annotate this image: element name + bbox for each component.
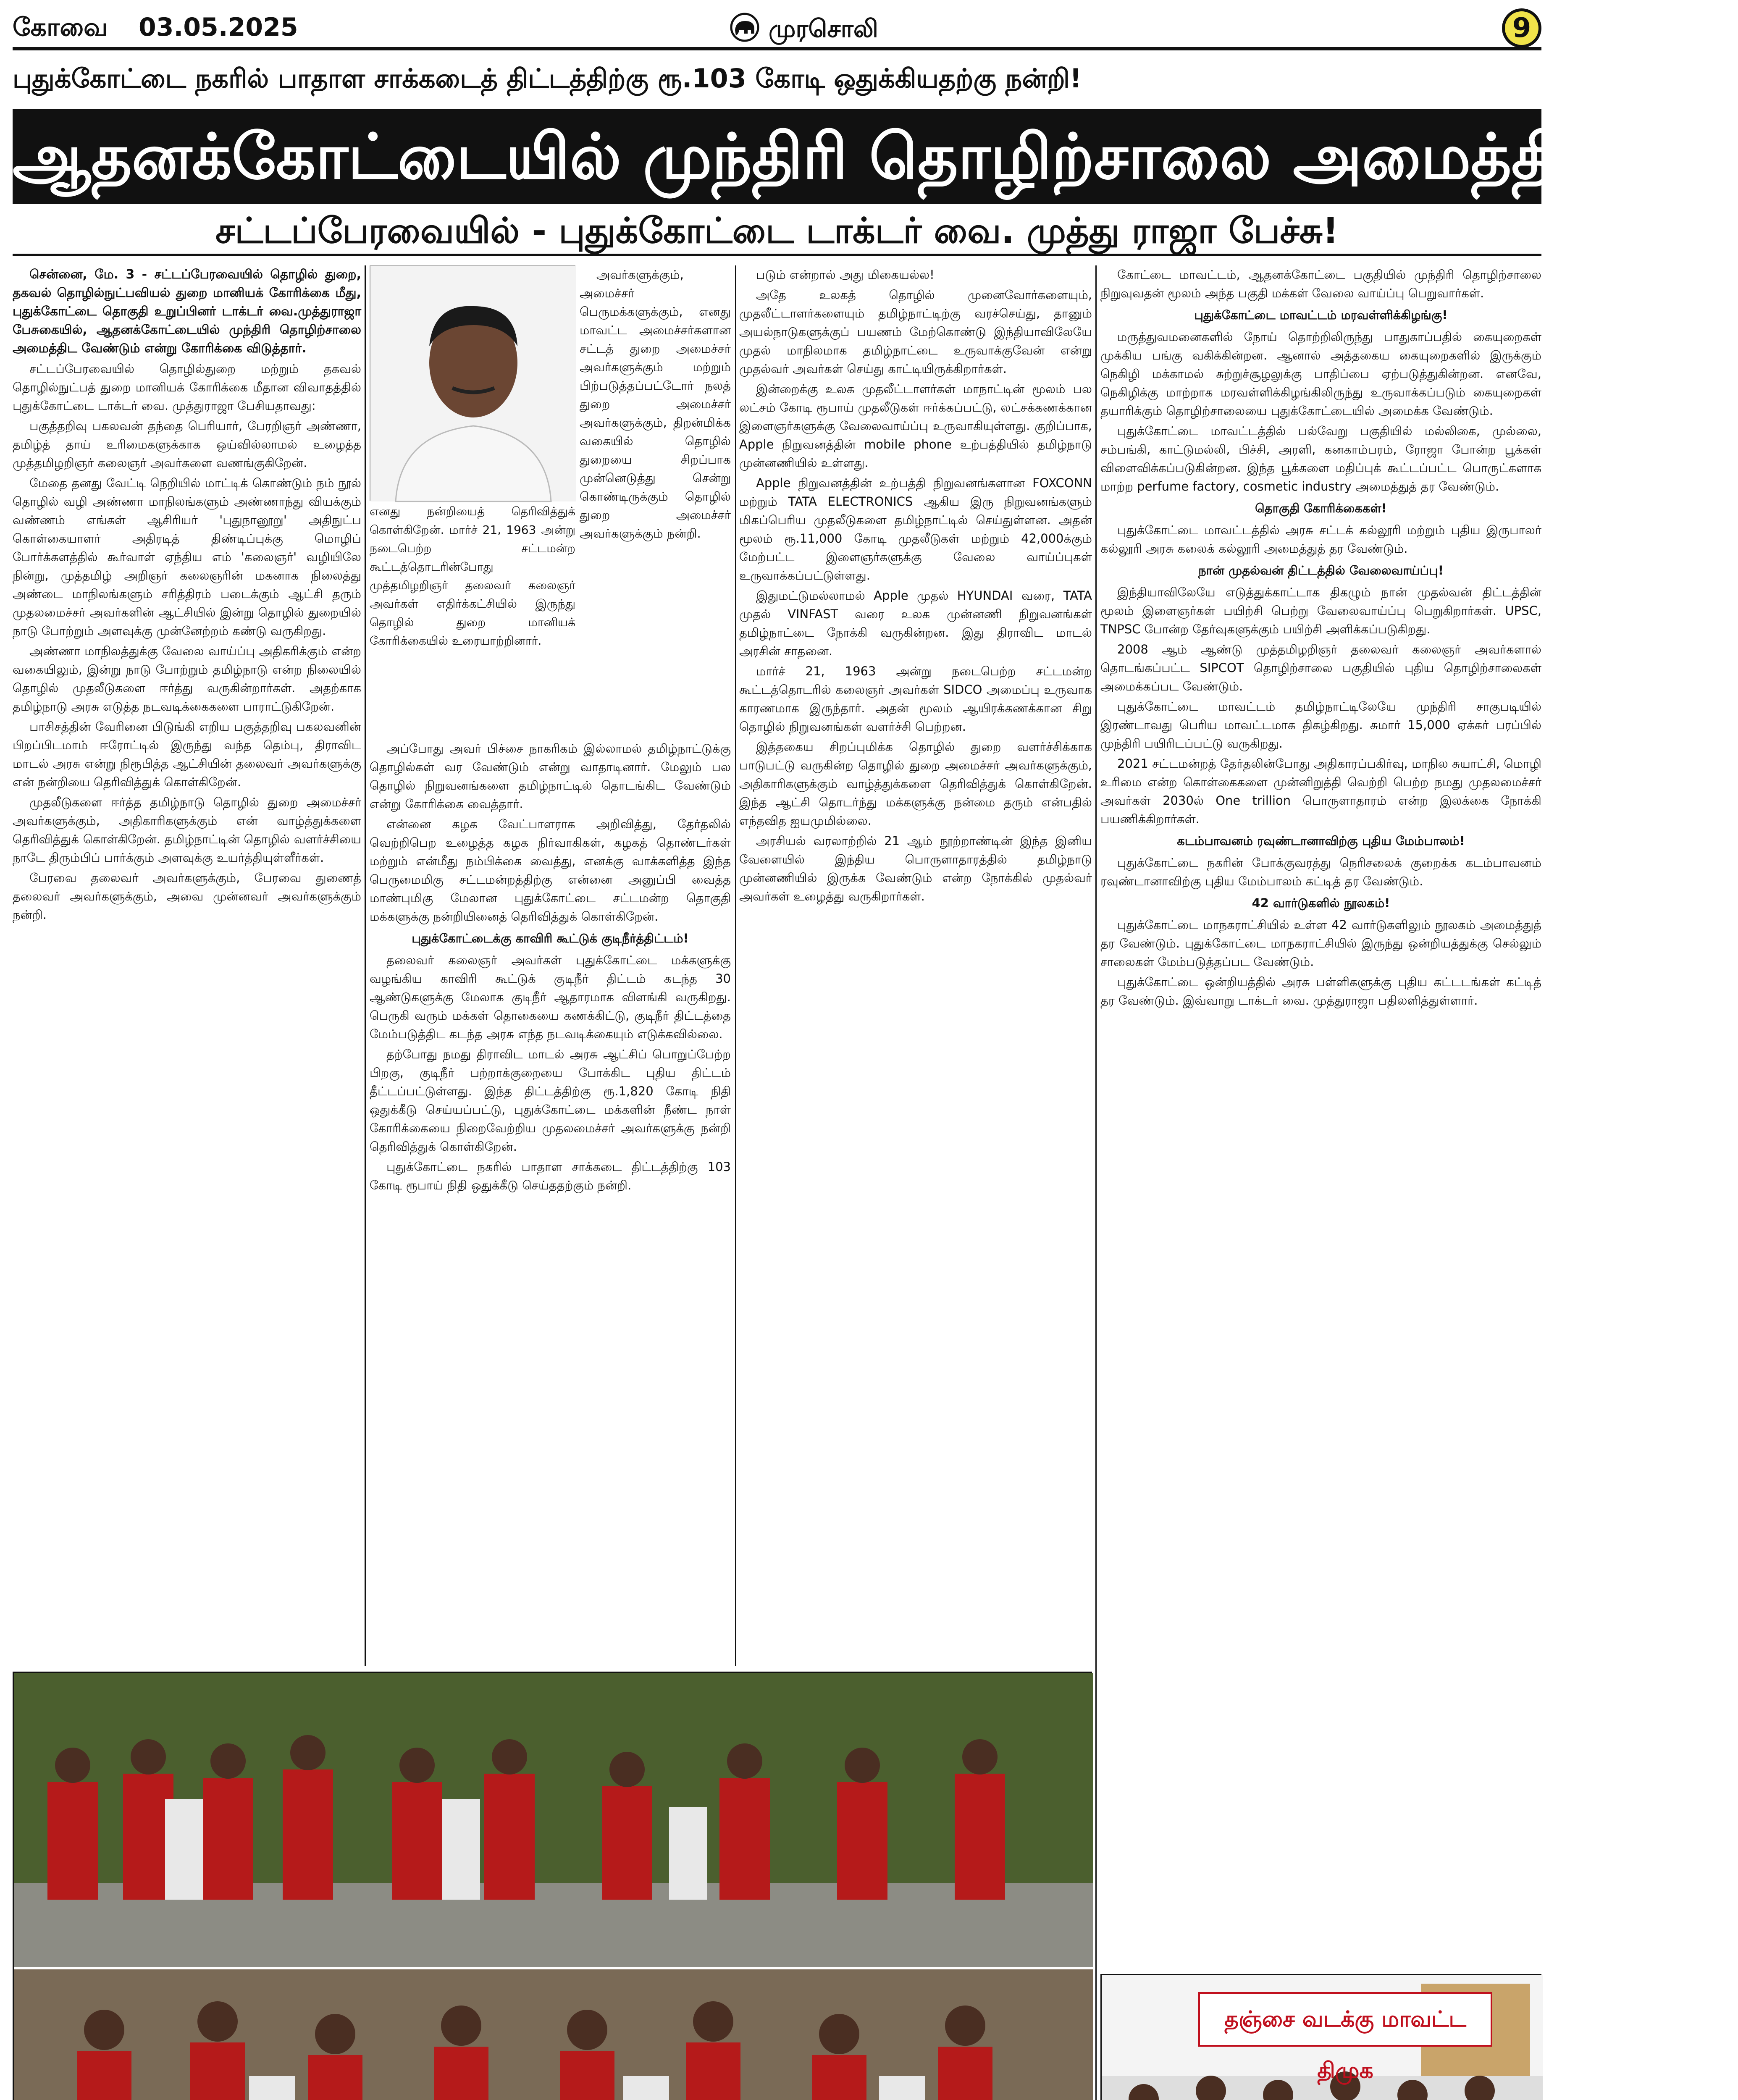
- speaker-portrait: [370, 265, 575, 501]
- article-intro: சென்னை, மே. 3 - சட்டப்பேரவையில் தொழில் துறை, தகவல் தொழில்நுட்பவியல் துறை மானியக் கோரிக்கை மீது, புதுக்கோட்டை தொகுதி உறுப்பினர் டாக்டர் வை.முத்துராஜா பேசுகையில், ஆதனக்கோட்டையில் முந்திரி தொழிற்சாலை அமைத்திட வேண்டும் என்று கோரிக்கை விடுத்தார்.: [13, 267, 361, 356]
- page-number: 9: [1502, 8, 1541, 48]
- article-column-2-top: [580, 265, 731, 736]
- article-column-1: [13, 265, 361, 1666]
- article-paragraph: புதுக்கோட்டை மாநகராட்சியில் உள்ள 42 வார்டுகளிலும் நூலகம் அமைத்துத் தர வேண்டும். புதுக்கோட்டை மாநகராட்சியில் இருந்து ஒன்றியத்துக்கு செல்லும் சாலைகள் மேம்படுத்தப்பட வேண்டும்.: [1100, 918, 1541, 969]
- article-paragraph: மார்ச் 21, 1963 அன்று நடைபெற்ற சட்டமன்ற கூட்டத்தொடரில் கலைஞர் அவர்கள் SIDCO அமைப்பு உருவாக காரணமாக இருந்தார். அதன் மூலம் ஆயிரக்கணக்கான சிறு தொழில் நிறுவனங்கள் வளர்ச்சி பெற்றன.: [739, 664, 1092, 734]
- section-subheading: நான் முதல்வன் திட்டத்தில் வேலைவாய்ப்பு!: [1198, 563, 1444, 578]
- kicker: புதுக்கோட்டை நகரில் பாதாள சாக்கடைத் திட்டத்திற்கு ரூ.103 கோடி ஒதுக்கியதற்கு நன்றி!: [13, 63, 1082, 94]
- article-paragraph: 2008 ஆம் ஆண்டு முத்தமிழறிஞர் தலைவர் கலைஞர் அவர்களால் தொடங்கப்பட்ட SIPCOT தொழிற்சாலை பகுதியில் புதிய தொழிற்சாலைகள் அமைக்கப்பட வேண்டும்.: [1100, 642, 1541, 693]
- section-subheading: புதுக்கோட்டை மாவட்டம் மரவள்ளிக்கிழங்கு!: [1194, 308, 1448, 322]
- page-header: [13, 8, 1541, 50]
- edition-date: 03.05.2025: [139, 13, 298, 42]
- article-column-4: [1100, 265, 1541, 1969]
- article-paragraph: புதுக்கோட்டை நகரில் பாதாள சாக்கடை திட்டத்திற்கு 103 கோடி ரூபாய் நிதி ஒதுக்கீடு செய்ததற்கும் நன்றி.: [370, 1160, 731, 1192]
- article-paragraph: அண்ணா மாநிலத்துக்கு வேலை வாய்ப்பு அதிகரிக்கும் என்ற வகையிலும், இன்று நாடு போற்றும் தமிழ்நாடு என்ற நிலையில் தொழில் முதலீடுகளை ஈர்த்து வருகின்றார்கள். அதற்காக தமிழ்நாடு அரசு எடுத்த நடவடிக்கைகளை பாராட்டுகிறேன்.: [13, 644, 361, 714]
- party-banner: தஞ்சை வடக்கு மாவட்ட திமுக: [1198, 1992, 1492, 2047]
- column-divider: [735, 265, 736, 1666]
- section-subheading: புதுக்கோட்டைக்கு காவிரி கூட்டுக் குடிநீர்த்திட்டம்!: [412, 931, 689, 945]
- rally-photo: [13, 1672, 1092, 2100]
- portrait-adjacent-text: எனது நன்றியைத் தெரிவித்துக் கொள்கிறேன். மார்ச் 21, 1963 அன்று நடைபெற்ற சட்டமன்ற கூட்டத்தொடரின்போது முத்தமிழறிஞர் தலைவர் கலைஞர் அவர்கள் எதிர்க்கட்சியில் இருந்து தொழில் துறை மானியக் கோரிக்கையில் உரையாற்றினார்.: [370, 504, 575, 648]
- article-paragraph: மருத்துவமனைகளில் நோய் தொற்றிலிருந்து பாதுகாப்பதில் கையுறைகள் முக்கிய பங்கு வகிக்கின்றன. ஆனால் அத்தகைய கையுறைகளில் இருக்கும் நெகிழி மக்காமல் சுற்றுச்சூழலுக்கு பாதிப்பை ஏற்படுத்துகின்றன. எனவே, நெகிழிக்கு மாற்றாக மரவள்ளிக்கிழங்கிலிருந்து உருவாக்கப்படும் கையுறைகள் தயாரிக்கும் தொழிற்சாலையை புதுக்கோட்டையில் அமைக்க வேண்டும்.: [1100, 330, 1541, 418]
- article-paragraph: இத்தகைய சிறப்புமிக்க தொழில் துறை வளர்ச்சிக்காக பாடுபட்டு வருகின்ற தொழில் துறை அமைச்சர் அவர்களுக்கும், அதிகாரிகளுக்கும் வாழ்த்துக்களை தெரிவித்துக் கொள்கிறேன். இந்த ஆட்சி தொடர்ந்து மக்களுக்கு நன்மை தரும் என்பதில் எந்தவித ஐயமுமில்லை.: [739, 740, 1092, 828]
- article-paragraph: புதுக்கோட்டை மாவட்டத்தில் பல்வேறு பகுதியில் மல்லிகை, முல்லை, சம்பங்கி, காட்டுமல்லி, பிச்சி, அரளி, கனகாம்பரம், ரோஜா போன்ற பூக்கள் விளைவிக்கப்படுகின்றன. இந்த பூக்களை மதிப்புக் கூட்டப்பட்ட பொருட்களாக மாற்ற perfume factory, cosmetic industry அமைத்துத் தர வேண்டும்.: [1100, 424, 1542, 494]
- article-paragraph: முதலீடுகளை ஈர்த்த தமிழ்நாடு தொழில் துறை அமைச்சர் அவர்களுக்கும், அதிகாரிகளுக்கும் என் வாழ்த்துக்களை தெரிவித்துக் கொள்கிறேன். தமிழ்நாட்டின் தொழில் வளர்ச்சியை நாடே திரும்பிப் பார்க்கும் அளவுக்கு உயர்த்தியுள்ளீர்கள்.: [13, 795, 361, 865]
- speaker-portrait-image: [370, 266, 576, 501]
- article-paragraph: புதுக்கோட்டை மாவட்டத்தில் அரசு சட்டக் கல்லூரி மற்றும் புதிய இருபாலர் கல்லூரி அரசு கலைக் கல்லூரி அமைத்துத் தர வேண்டும்.: [1100, 523, 1541, 556]
- article-paragraph: தலைவர் கலைஞர் அவர்கள் புதுக்கோட்டை மக்களுக்கு வழங்கிய காவிரி கூட்டுக் குடிநீர் திட்டம் கடந்த 30 ஆண்டுகளுக்கு மேலாக குடிநீர் ஆதாரமாக விளங்கி வருகிறது. பெருகி வரும் மக்கள் தொகையை கணக்கிட்டு, குடிநீர் திட்டத்தை மேம்படுத்திட கடந்த அரசு எந்த நடவடிக்கையும் எடுக்கவில்லை.: [370, 953, 731, 1041]
- section-subheading: 42 வார்டுகளில் நூலகம்!: [1252, 896, 1390, 910]
- headline: ஆதனக்கோட்டையில் முந்திரி தொழிற்சாலை அமைத்திடுவீர்!: [13, 109, 1541, 204]
- section-subheading: கடம்பாவனம் ரவுண்டானாவிற்கு புதிய மேம்பாலம்!: [1177, 834, 1465, 848]
- article-column-3: [739, 265, 1092, 1666]
- article-paragraph: புதுக்கோட்டை நகரின் போக்குவரத்து நெரிசலைக் குறைக்க கடம்பாவனம் ரவுண்டானாவிற்கு புதிய மேம்பாலம் கட்டித் தர வேண்டும்.: [1100, 856, 1541, 888]
- section-subheading: தொகுதி கோரிக்கைகள்!: [1255, 501, 1387, 515]
- article-paragraph: அவர்களுக்கும், அமைச்சர் பெருமக்களுக்கும், எனது மாவட்ட அமைச்சர்களான சட்டத் துறை அமைச்சர் அவர்களுக்கும் மற்றும் பிற்படுத்தப்பட்டோர் நலத் துறை அமைச்சர் அவர்களுக்கும், திறன்மிக்க வகையில் தொழில் துறையை சிறப்பாக முன்னெடுத்து சென்று கொண்டிருக்கும் தொழில் துறை அமைச்சர் அவர்களுக்கும் நன்றி.: [580, 268, 731, 541]
- elephant-logo-icon: [727, 13, 763, 42]
- article-paragraph: அதே உலகத் தொழில் முனைவோர்களையும், முதலீட்டாளர்களையும் தமிழ்நாட்டிற்கு வரச்செய்து, தானும் அயல்நாடுகளுக்குப் பயணம் மேற்கொண்டு இந்தியாவிலேயே முதல் மாநிலமாக தமிழ்நாட்டை உருவாக்குவேன் என்று முதல்வர் அவர்கள் செய்து காட்டியிருக்கிறார்கள்.: [739, 288, 1092, 376]
- column-divider: [365, 265, 366, 1666]
- masthead: [701, 11, 895, 45]
- article-paragraph: 2021 சட்டமன்றத் தேர்தலின்போது அதிகாரப்பகிர்வு, மாநில சுயாட்சி, மொழி உரிமை என்ற கொள்கைகளை முன்னிறுத்தி வெற்றி பெற்ற நமது முதலமைச்சர் அவர்கள் 2030ல் One trillion பொருளாதாரம் என்ற இலக்கை நோக்கி பயணிக்கிறார்கள்.: [1100, 756, 1541, 826]
- article-paragraph: அரசியல் வரலாற்றில் 21 ஆம் நூற்றாண்டின் இந்த இனிய வேளையில் இந்திய பொருளாதாரத்தில் தமிழ்நாடு முன்னணியில் இருக்க வேண்டும் என்ற நோக்கில் முதல்வர் அவர்கள் உழைத்து வருகிறார்கள்.: [739, 834, 1092, 903]
- article-paragraph: இந்தியாவிலேயே எடுத்துக்காட்டாக திகழும் நான் முதல்வன் திட்டத்தின் மூலம் இளைஞர்கள் பயிற்சி பெற்று வேலைவாய்ப்பு பெறுகிறார்கள். UPSC, TNPSC போன்ற தேர்வுகளுக்கும் பயிற்சி அளிக்கப்படுகிறது.: [1100, 585, 1541, 636]
- article-paragraph: இதுமட்டுமல்லாமல் Apple முதல் HYUNDAI வரை, TATA முதல் VINFAST வரை உலக முன்னணி நிறுவனங்கள் தமிழ்நாட்டை நோக்கி வருகின்றன. இது திராவிட மாடல் அரசின் சாதனை.: [739, 588, 1092, 658]
- article-column-2: [370, 739, 731, 1666]
- article-paragraph: பகுத்தறிவு பகலவன் தந்தை பெரியார், பேரறிஞர் அண்ணா, தமிழ்த் தாய் உரிமைகளுக்காக ஒய்வில்லாமல் உழைத்த முத்தமிழறிஞர் கலைஞர் அவர்களை வணங்குகிறேன்.: [13, 419, 361, 470]
- article-paragraph: சட்டப்பேரவையில் தொழில்துறை மற்றும் தகவல் தொழில்நுட்பத் துறை மானியக் கோரிக்கை மீதான விவாதத்தில் புதுக்கோட்டை டாக்டர் வை. முத்துராஜா பேசியதாவது:: [13, 362, 361, 413]
- masthead-title: முரசொலி: [769, 14, 878, 43]
- column-divider: [1095, 265, 1097, 2100]
- article-paragraph: Apple நிறுவனத்தின் உற்பத்தி நிறுவனங்களான FOXCONN மற்றும் TATA ELECTRONICS ஆகிய இரு நிறுவனங்களும் மிகப்பெரிய முதலீடுகளை தமிழ்நாட்டில் செய்துள்ளன. அதன் மூலம் ரூ.11,000 கோடி முதலீடுகள் மற்றும் 42,000க்கும் மேற்பட்ட இளைஞர்களுக்கு வேலை வாய்ப்புகள் உருவாக்கப்பட்டுள்ளது.: [739, 476, 1092, 583]
- water-booth-photo: [1100, 1974, 1541, 2100]
- article-paragraph: தற்போது நமது திராவிட மாடல் அரசு ஆட்சிப் பொறுப்பேற்ற பிறகு, குடிநீர் பற்றாக்குறையை போக்கிட புதிய திட்டம் தீட்டப்பட்டுள்ளது. இந்த திட்டத்திற்கு ரூ.1,820 கோடி நிதி ஒதுக்கீடு செய்யப்பட்டு, புதுக்கோட்டை மக்களின் நீண்ட நாள் கோரிக்கையை நிறைவேற்றிய முதலமைச்சர் அவர்களுக்கு நன்றி தெரிவித்துக் கொள்கிறேன்.: [370, 1047, 731, 1154]
- article-paragraph: என்னை கழக வேட்பாளராக அறிவித்து, தேர்தலில் வெற்றிபெற உழைத்த கழக நிர்வாகிகள், கழகத் தொண்டர்கள் மற்றும் என்மீது நம்பிக்கை வைத்து, எனக்கு வாக்களித்த இந்த பெருமைமிகு சட்டமன்றத்திற்கு என்னை அனுப்பி வைத்த மாண்புமிகு மேலான புதுக்கோட்டை சட்டமன்ற தொகுதி மக்களுக்கு நன்றியினைத் தெரிவித்துக் கொள்கிறேன்.: [370, 817, 731, 924]
- article-paragraph: படும் என்றால் அது மிகையல்ல!: [756, 268, 935, 282]
- may-day-rally-photo: [14, 1673, 1093, 2100]
- subheadline: சட்டப்பேரவையில் - புதுக்கோட்டை டாக்டர் வை. முத்து ராஜா பேச்சு!: [13, 210, 1541, 256]
- article-paragraph: அப்போது அவர் பிச்சை நாகரிகம் இல்லாமல் தமிழ்நாட்டுக்கு தொழில்கள் வர வேண்டும் என்று வாதாடினார். மேலும் பல தொழில் நிறுவனங்களை தமிழ்நாட்டில் தொடங்கிட வேண்டும் என்று கோரிக்கை வைத்தார்.: [370, 741, 731, 811]
- article-paragraph: பாசிசத்தின் வேரினை பிடுங்கி எறிய பகுத்தறிவு பகலவனின் பிறப்பிடமாம் ஈரோட்டில் இருந்து வந்த தெம்பு, திராவிட மாடல் அரசு என்று நிரூபித்த ஆட்சியின் தலைவர் அவர்களுக்கு என் நன்றியை தெரிவித்துக் கொள்கிறேன்.: [13, 719, 361, 789]
- edition-location: கோவை: [13, 13, 108, 42]
- article-paragraph: கோட்டை மாவட்டம், ஆதனக்கோட்டை பகுதியில் முந்திரி தொழிற்சாலை நிறுவுவதன் மூலம் அந்த பகுதி மக்கள் வேலை வாய்ப்பு பெறுவார்கள்.: [1100, 268, 1541, 300]
- article-paragraph: இன்றைக்கு உலக முதலீட்டாளர்கள் மாநாட்டின் மூலம் பல லட்சம் கோடி ரூபாய் முதலீடுகள் ஈர்க்கப்பட்டு, லட்சக்கணக்கான இளைஞர்களுக்கு வேலைவாய்ப்பு உருவாகியுள்ளது. குறிப்பாக, Apple நிறுவனத்தின் mobile phone உற்பத்தியில் தமிழ்நாடு முன்னணியில் உள்ளது.: [739, 382, 1092, 470]
- article-paragraph: புதுக்கோட்டை ஒன்றியத்தில் அரசு பள்ளிகளுக்கு புதிய கட்டடங்கள் கட்டித் தர வேண்டும். இவ்வாறு டாக்டர் வை. முத்துராஜா பதிலளித்துள்ளார்.: [1100, 975, 1541, 1008]
- article-paragraph: பேரவை தலைவர் அவர்களுக்கும், பேரவை துணைத் தலைவர் அவர்களுக்கும், அவை முன்னவர் அவர்களுக்கும் நன்றி.: [13, 871, 361, 922]
- article-paragraph: புதுக்கோட்டை மாவட்டம் தமிழ்நாட்டிலேயே முந்திரி சாகுபடியில் இரண்டாவது பெரிய மாவட்டமாக திகழ்கிறது. சுமார் 15,000 ஏக்கர் பரப்பில் முந்திரி பயிரிடப்பட்டு வருகிறது.: [1100, 699, 1541, 751]
- article-paragraph: மேதை தனது வேட்டி நெறியில் மாட்டிக் கொண்டும் நம் நூல் தொழில் வழி அண்ணா மாநிலங்களும் அண்ணாந்து வியக்கும் வண்ணம் எங்கள் ஆசிரியர் 'புதுநானூறு' அதிநுட்ப கொள்கையாளர் அதிரடித் திண்டிப்புக்கு மொழிப் போர்க்களத்தில் கூர்வாள் ஏந்திய எம் 'கலைஞர்' வழியிலே நின்று, முத்தமிழ் அறிஞர் கலைஞரின் மகனாக நிலைத்து அண்டை மாநிலங்களும் சரித்திரம் படைக்கும் ஆட்சி தரும் முதலமைச்சர் அவர்களின் ஆட்சியில் இன்று தொழில் துறையில் நாடு போற்றும் அளவுக்கு முன்னேற்றம் கண்டு வருகிறது.: [13, 476, 361, 638]
